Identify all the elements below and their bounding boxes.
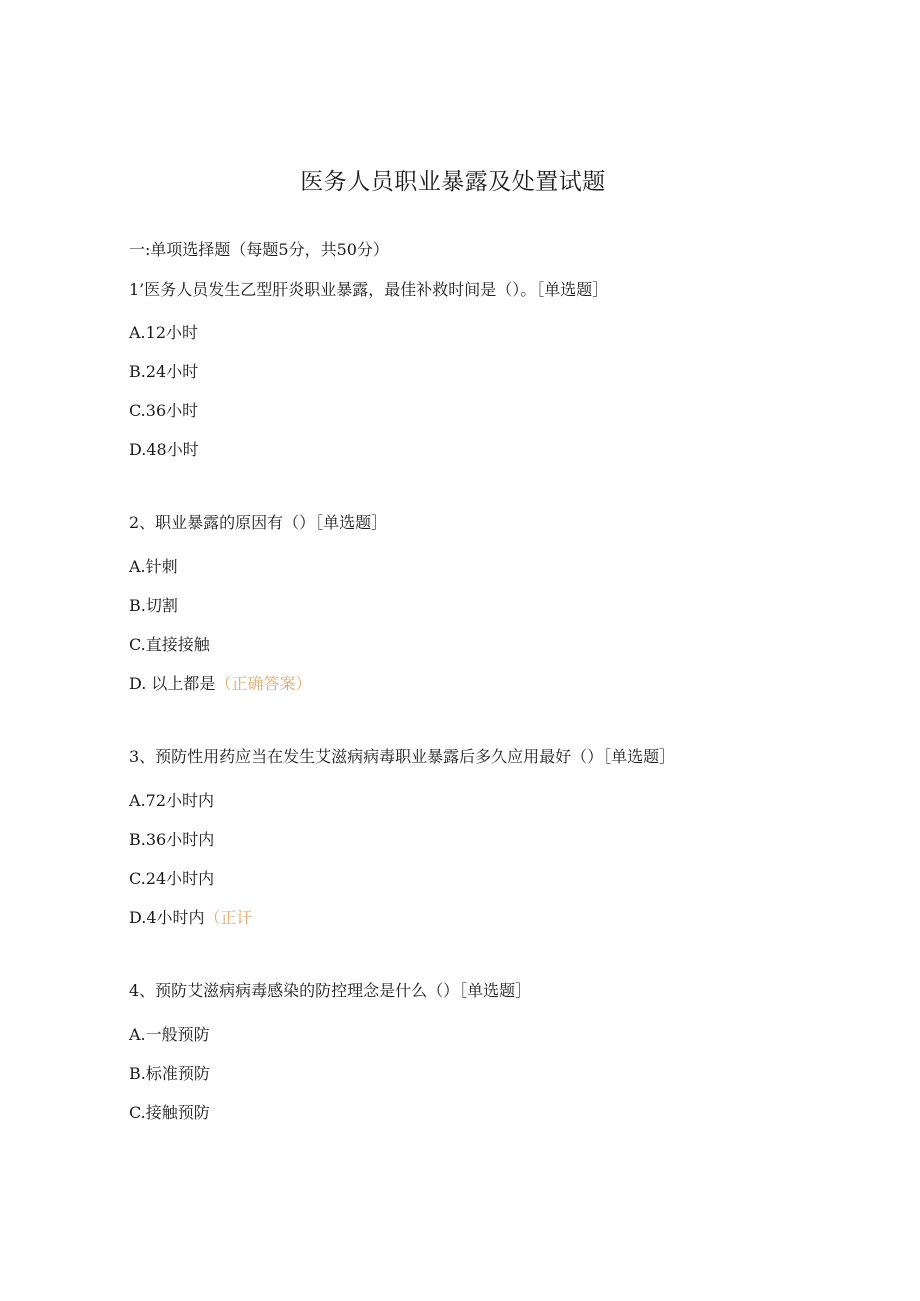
option-text: C.36小时 (129, 401, 199, 420)
question-1-stem: 1’医务人员发生乙型肝炎职业暴露，最佳补救时间是（）。［单选题］ (129, 280, 609, 299)
question-1-option-b (129, 362, 198, 382)
correct-answer-note: （正确答案） (215, 674, 312, 693)
correct-answer-note: （正讦 (204, 908, 253, 927)
question-3-option-b (129, 830, 214, 850)
option-text: A.12小时 (129, 323, 199, 342)
option-text: B.24小时 (129, 362, 199, 381)
question-2-option-c (129, 635, 210, 655)
question-3-stem: 3、预防性用药应当在发生艾滋病病毒职业暴露后多久应用最好（）［单选题］ (129, 747, 676, 766)
question-1-option-d (129, 440, 199, 460)
question-1-option-a (129, 323, 198, 343)
question-2-stem: 2、职业暴露的原因有（）［单选题］ (129, 513, 388, 532)
section-header: 一:单项选择题（每题5分，共50分） (129, 240, 389, 259)
option-text: B.切割 (129, 596, 178, 615)
question-2-option-a (129, 557, 178, 577)
option-text: A.72小时内 (129, 791, 215, 810)
option-text: D.4小时内 (129, 908, 205, 927)
question-3-option-a (129, 791, 214, 811)
question-1-option-c (129, 401, 198, 421)
option-text: D. 以上都是 (129, 674, 216, 693)
option-text: A.一般预防 (129, 1025, 210, 1044)
option-text: D.48小时 (129, 440, 199, 459)
option-text: C.直接接触 (129, 635, 210, 654)
option-text: B.标准预防 (129, 1064, 210, 1083)
question-2-option-b (129, 596, 178, 616)
question-3-option-d (129, 908, 253, 928)
question-2-option-d (129, 674, 311, 694)
page-title: 医务人员职业暴露及处置试题 (300, 169, 606, 195)
option-text: A.针刺 (129, 557, 178, 576)
question-4-stem: 4、预防艾滋病病毒感染的防控理念是什么（）［单选题］ (129, 981, 532, 1000)
question-4-option-a (129, 1025, 210, 1045)
question-4-option-b (129, 1064, 210, 1084)
option-text: B.36小时内 (129, 830, 215, 849)
option-text: C.24小时内 (129, 869, 215, 888)
question-3-option-c (129, 869, 214, 889)
question-4-option-c (129, 1103, 210, 1123)
option-text: C.接触预防 (129, 1103, 210, 1122)
